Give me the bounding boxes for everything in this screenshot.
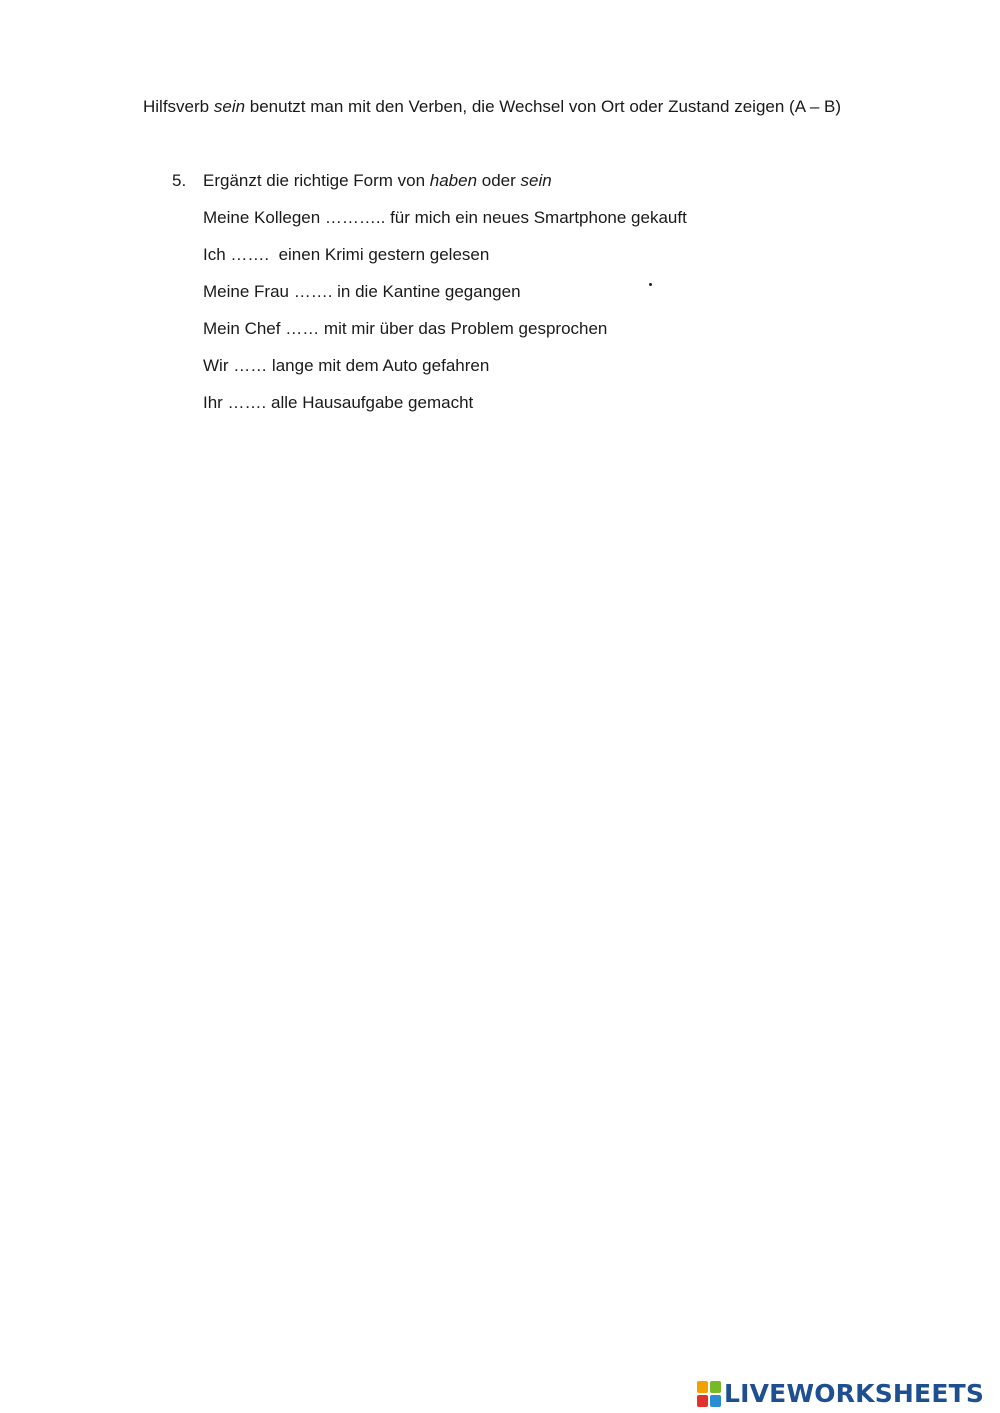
logo-square-red (697, 1395, 708, 1407)
sentence-item: Mein Chef …… mit mir über das Problem gesprochen (203, 319, 608, 338)
stray-dot (649, 283, 652, 286)
sentence-item: Ihr ……. alle Hausaufgabe gemacht (203, 393, 474, 412)
sentence-item: Wir …… lange mit dem Auto gefahren (203, 356, 490, 375)
exercise-instruction (172, 169, 872, 193)
logo-square-blue (710, 1395, 721, 1407)
sentence-item: Meine Kollegen ……….. für mich ein neues Smartphone gekauft (203, 208, 687, 227)
grammar-rule-note (143, 95, 943, 119)
sentence-item: Meine Frau ……. in die Kantine gegangen (203, 282, 521, 301)
rule-italic-word: sein (213, 97, 246, 116)
exercise-5 (172, 169, 872, 412)
liveworksheets-branding[interactable] (697, 1379, 984, 1409)
liveworksheets-logo-icon (697, 1381, 721, 1407)
sentence-list (203, 206, 687, 428)
instruction-word-sein: sein (520, 171, 552, 190)
rule-text-end: benutzt man mit den Verben, die Wechsel von Ort oder Zustand zeigen (A – B) (245, 97, 842, 116)
logo-square-green (710, 1381, 721, 1393)
sentence-item: Ich ……. einen Krimi gestern gelesen (203, 245, 490, 264)
instruction-word-haben: haben (429, 171, 478, 190)
brand-text: LIVEWORKSHEETS (724, 1379, 985, 1408)
exercise-number: 5. (172, 171, 187, 190)
instruction-text: Ergänzt die richtige Form von haben oder sein (203, 171, 552, 190)
rule-text-start: Hilfsverb (143, 97, 214, 116)
logo-square-orange (697, 1381, 708, 1393)
